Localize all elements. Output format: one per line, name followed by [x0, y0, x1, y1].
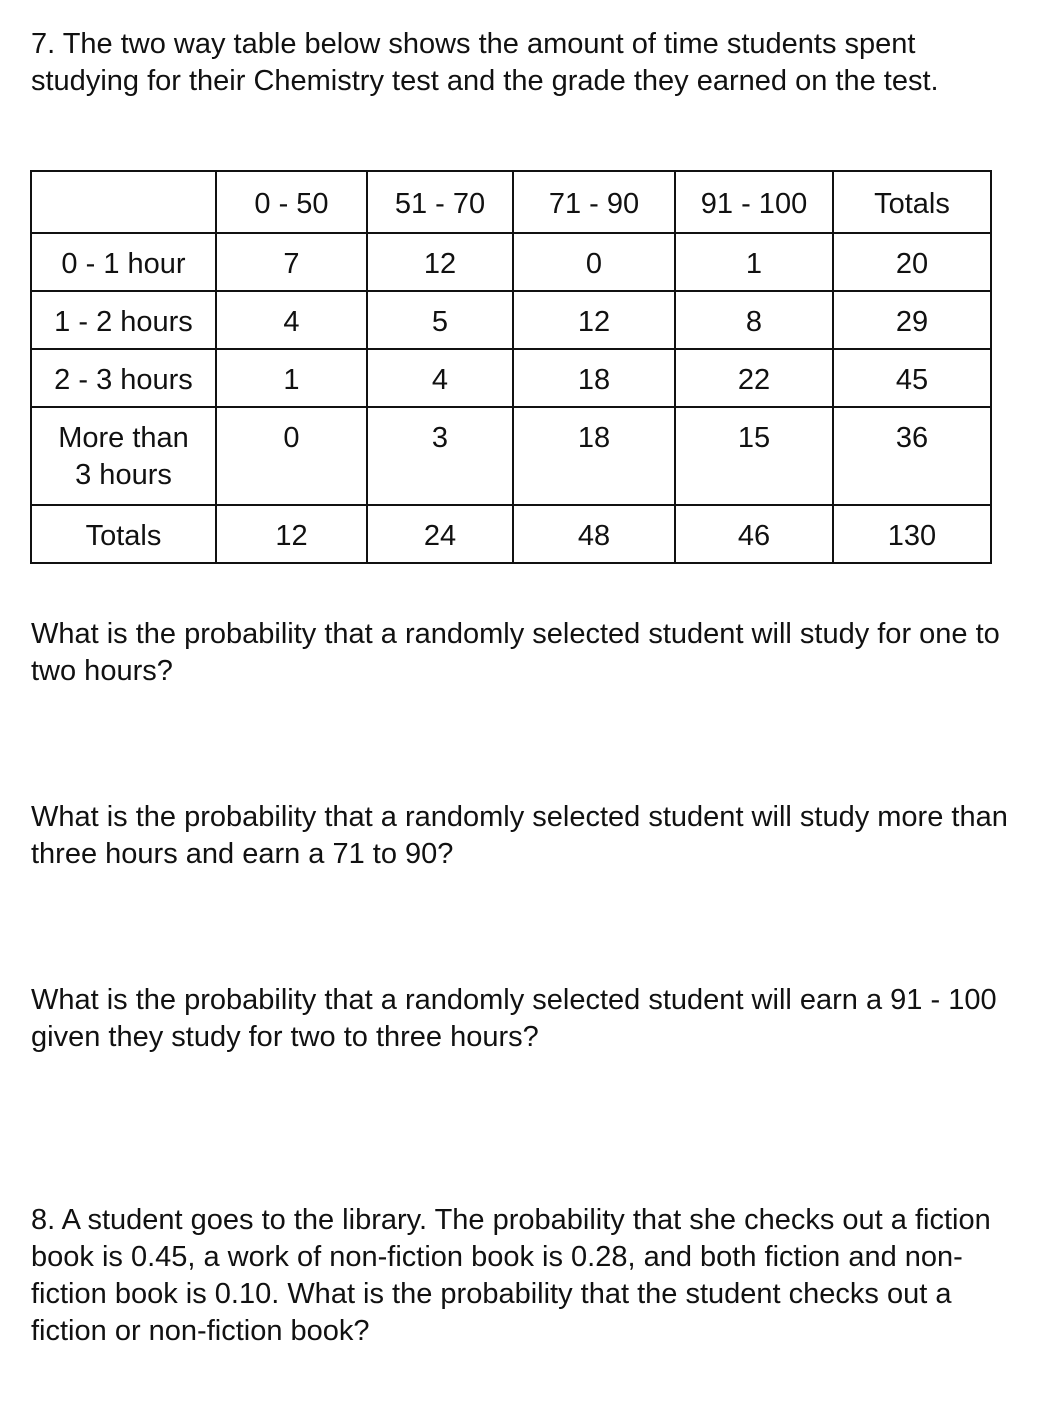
- table-cell: 22: [675, 349, 833, 407]
- table-cell: 130: [833, 505, 991, 563]
- row-label: 0 - 1 hour: [31, 233, 216, 291]
- table-cell: 1: [216, 349, 367, 407]
- table-cell: 12: [513, 291, 675, 349]
- table-cell: 46: [675, 505, 833, 563]
- row-label: [31, 407, 216, 505]
- table-cell: 15: [675, 407, 833, 505]
- column-header: 0 - 50: [216, 171, 367, 233]
- row-label-line-2: 3 hours: [75, 459, 172, 491]
- table-cell: 12: [216, 505, 367, 563]
- question-8: 8. A student goes to the library. The probability that she checks out a fiction book is 0.45, a work of non-fiction book is 0.28, and both fiction and non-fiction book is 0.10. What is the probability that the student checks out a fiction or non-fiction book?: [31, 1204, 991, 1347]
- table-cell: 0: [216, 407, 367, 505]
- table-corner-cell: [31, 171, 216, 233]
- table-cell: 20: [833, 233, 991, 291]
- table-cell: 36: [833, 407, 991, 505]
- question-7-part-a: What is the probability that a randomly selected student will study for one to two hours?: [31, 618, 1000, 687]
- table-cell: 12: [367, 233, 513, 291]
- question-7-part-c: What is the probability that a randomly selected student will earn a 91 - 100 given they study for two to three hours?: [31, 984, 997, 1053]
- table-cell: 8: [675, 291, 833, 349]
- row-label-line-1: More than: [58, 422, 189, 454]
- table-cell: 1: [675, 233, 833, 291]
- table-row: [31, 349, 991, 407]
- table-cell: 48: [513, 505, 675, 563]
- table-cell: 4: [216, 291, 367, 349]
- table-cell: 18: [513, 349, 675, 407]
- row-label: 2 - 3 hours: [31, 349, 216, 407]
- question-7-part-b: What is the probability that a randomly selected student will study more than three hours and earn a 71 to 90?: [31, 801, 1008, 870]
- column-header: Totals: [833, 171, 991, 233]
- column-header: 51 - 70: [367, 171, 513, 233]
- row-label: 1 - 2 hours: [31, 291, 216, 349]
- table-header-row: [31, 171, 991, 233]
- table-cell: 18: [513, 407, 675, 505]
- table-cell: 45: [833, 349, 991, 407]
- table-cell: 29: [833, 291, 991, 349]
- table-cell: 3: [367, 407, 513, 505]
- column-header: 91 - 100: [675, 171, 833, 233]
- two-way-table: [30, 170, 992, 564]
- table-row: [31, 233, 991, 291]
- table-cell: 5: [367, 291, 513, 349]
- table-cell: 24: [367, 505, 513, 563]
- table-row: [31, 291, 991, 349]
- column-header: 71 - 90: [513, 171, 675, 233]
- table-totals-row: [31, 505, 991, 563]
- table-cell: 4: [367, 349, 513, 407]
- table-cell: 0: [513, 233, 675, 291]
- row-label: Totals: [31, 505, 216, 563]
- question-7-intro: 7. The two way table below shows the amount of time students spent studying for their Chemistry test and the grade they earned on the test.: [31, 28, 939, 97]
- table-row: [31, 407, 991, 505]
- table-cell: 7: [216, 233, 367, 291]
